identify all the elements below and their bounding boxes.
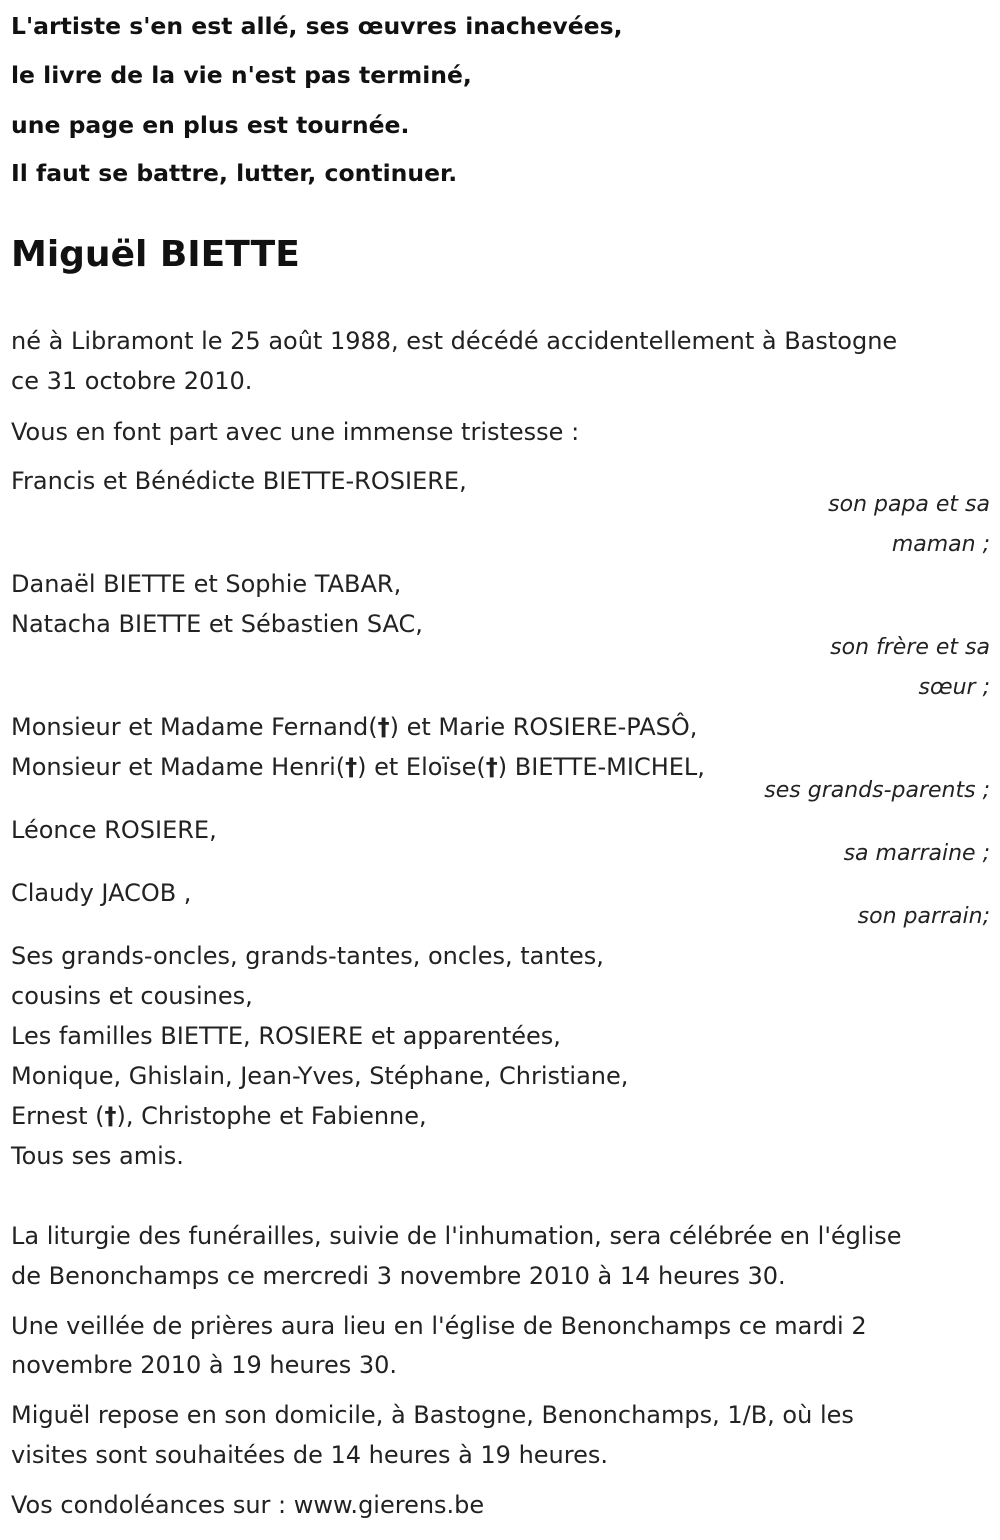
sibling-line-1: Danaël BIETTE et Sophie TABAR, [11,570,402,598]
poem-line-3: une page en plus est tournée. [11,111,410,139]
parents-names: Francis et Bénédicte BIETTE-ROSIERE, [11,467,467,495]
rest-line-2: visites sont souhaitées de 14 heures à 19 heures. [11,1441,608,1469]
godfather-name: Claudy JACOB , [11,879,192,907]
siblings-relation-2: sœur ; [918,675,990,700]
others-line-1: Ses grands-oncles, grands-tantes, oncles, tantes, [11,942,604,970]
others-line-4: Monique, Ghislain, Jean-Yves, Stéphane, Christiane, [11,1062,629,1090]
rest-line-1: Miguël repose en son domicile, à Bastogne, Benonchamps, 1/B, où les [11,1401,854,1429]
godmother-relation: sa marraine ; [843,841,990,866]
poem-line-2: le livre de la vie n'est pas terminé, [11,61,472,89]
funeral-line-2: de Benonchamps ce mercredi 3 novembre 2010 à 14 heures 30. [11,1262,786,1290]
grandparents-2-text-b: ) et Eloïse( [357,753,486,781]
condolences-text: Vos condoléances sur : www.gierens.be [11,1491,485,1519]
sibling-line-2: Natacha BIETTE et Sébastien SAC, [11,610,423,638]
grandparents-relation: ses grands-parents ; [764,778,990,803]
grandparents-2-text-a: Monsieur et Madame Henri( [11,753,346,781]
grandparents-1-text-b: ) et Marie ROSIERE-PASÔ, [389,713,698,741]
others-line-2: cousins et cousines, [11,982,253,1010]
poem-line-1: L'artiste s'en est allé, ses œuvres inachevées, [11,12,623,40]
vigil-line-1: Une veillée de prières aura lieu en l'église de Benonchamps ce mardi 2 [11,1312,867,1340]
others-line-6: Tous ses amis. [11,1142,184,1170]
godfather-relation: son parrain; [857,904,990,929]
cross-icon: † [345,753,358,781]
funeral-line-1: La liturgie des funérailles, suivie de l'inhumation, sera célébrée en l'église [11,1222,902,1250]
poem-line-4: Il faut se battre, lutter, continuer. [11,159,458,187]
cross-icon: † [104,1102,117,1130]
others-line-5 [11,1101,427,1131]
grandparents-2-text-c: ) BIETTE-MICHEL, [497,753,705,781]
parents-relation-1: son papa et sa [828,492,990,517]
intro-line-2: ce 31 octobre 2010. [11,367,253,395]
intro-line-1: né à Libramont le 25 août 1988, est décédé accidentellement à Bastogne [11,327,898,355]
others-line-3: Les familles BIETTE, ROSIERE et apparentées, [11,1022,561,1050]
others-line-5-a: Ernest ( [11,1102,105,1130]
vigil-line-2: novembre 2010 à 19 heures 30. [11,1351,398,1379]
godmother-name: Léonce ROSIERE, [11,816,217,844]
siblings-relation-1: son frère et sa [830,635,990,660]
parents-relation-2: maman ; [891,532,990,557]
grandparents-line-2 [11,752,705,782]
announce-text: Vous en font part avec une immense tristesse : [11,418,580,446]
others-line-5-b: ), Christophe et Fabienne, [116,1102,427,1130]
cross-icon: † [485,753,498,781]
grandparents-1-text-a: Monsieur et Madame Fernand( [11,713,378,741]
grandparents-line-1 [11,712,697,742]
cross-icon: † [377,713,390,741]
deceased-name: Miguël BIETTE [11,234,300,275]
